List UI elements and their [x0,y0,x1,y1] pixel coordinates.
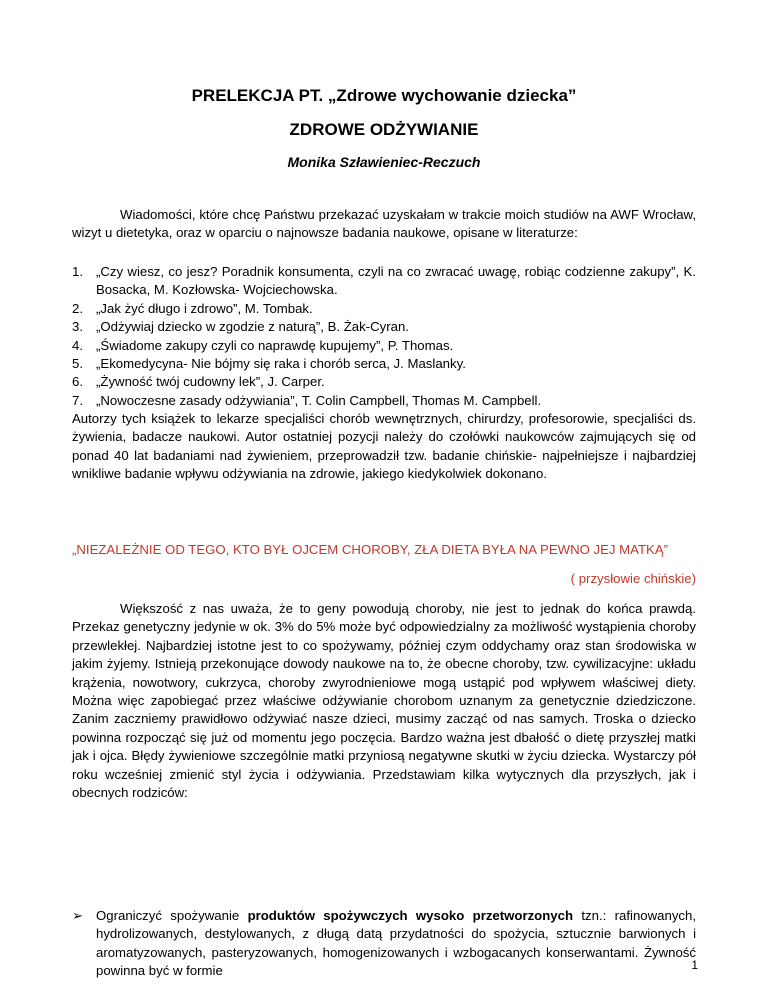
chinese-proverb-quote: „NIEZALEŻNIE OD TEGO, KTO BYŁ OJCEM CHOROBY, ZŁA DIETA BYŁA NA PEWNO JEJ MATKĄ” [72,542,669,557]
guideline-bullet [72,907,696,981]
list-item-text: „Jak żyć długo i zdrowo”, M. Tombak. [96,300,313,316]
list-item [72,355,696,373]
guideline-lead: Ograniczyć spożywanie [96,908,248,923]
main-paragraph: Większość z nas uważa, że to geny powodują choroby, nie jest to jednak do końca prawdą. Przekaz genetyczny jedynie w ok. 3% do 5% może być odpowiedzialny za możliwość wystąpienia choroby przewlekłej. Najbardziej istotne jest to co spożywamy, później czym oddychamy oraz stan środowiska w jakim żyjemy. Istnieją przekonujące dowody naukowe na to, że obecne choroby, tzw. cywilizacyjne: układu krążenia, nowotwory, cukrzyca, choroby zwyrodnieniowe mogą ustąpić pod wpływem właściwej diety. Można więc zapobiegać przez właściwe odżywianie chorobom uznanym za genetycznie dziedziczone. Zanim zaczniemy prawidłowo odżywiać nasze dzieci, musimy zacząć od nas samych. Troska o dziecko powinna rozpocząć się już od momentu jego poczęcia. Bardzo ważna jest dbałość o dietę przyszłej matki jak i ojca. Błędy żywieniowe szczególnie matki przyniosą negatywne skutki w życiu dziecka. Wystarczy pół roku wcześniej zmienić styl życia i odżywiania. Przedstawiam kilka wytycznych dla przyszłych, jak i obecnych rodziców: [72,601,696,801]
list-item-text: „Świadome zakupy czyli co naprawdę kupujemy”, P. Thomas. [96,337,454,353]
list-item [72,373,696,391]
document-title: PRELEKCJA PT. „Zdrowe wychowanie dziecka” [191,86,577,105]
list-item-number: 5. [72,356,83,372]
quote-source: ( przysłowie chińskie) [570,571,696,586]
list-item [72,392,696,410]
list-item [72,318,696,336]
list-item-number: 1. [72,264,83,279]
guideline-rest: tzn.: rafinowanych, hydrolizowanych, destylowanych, z długą datą przydatności do spożycia, sztucznie barwionych i aromatyzowanych, pasteryzowanych, homogenizowanych i wzbogacanych konserwantami. Żywność powinna być w formie [96,908,697,979]
literature-list [72,263,696,410]
list-item [72,263,696,300]
list-item-text: „Ekomedycyna- Nie bójmy się raka i chorób serca, J. Maslanky. [96,356,466,372]
list-item-number: 2. [72,300,83,316]
document-subtitle: ZDROWE ODŻYWIANIE [289,120,479,139]
document-author: Monika Szławieniec-Reczuch [287,154,481,170]
list-item-text: „Nowoczesne zasady odżywiania”, T. Colin Campbell, Thomas M. Campbell. [96,392,542,408]
list-item [72,300,696,318]
list-item-number: 6. [72,374,83,390]
intro-paragraph: Wiadomości, które chcę Państwu przekazać uzyskałam w trakcie moich studiów na AWF Wrocław, wizyt u dietetyka, oraz w oparciu o najnowsze badania naukowe, opisane w literaturze: [72,207,696,241]
list-item-text: „Czy wiesz, co jesz? Poradnik konsumenta, czyli na co zwracać uwagę, robiąc codzienne zakupy”, K. Bosacka, M. Kozłowska- Wojciechowska. [96,264,696,298]
guideline-text [96,907,696,981]
list-item-number: 4. [72,337,83,353]
page-number: 1 [691,958,698,972]
guideline-bold: produktów spożywczych wysoko przetworzonych [247,908,574,923]
arrow-bullet-icon: ➢ [72,908,84,923]
list-item-text: „Odżywiaj dziecko w zgodzie z naturą”, B. Żak-Cyran. [96,319,409,335]
list-item-number: 7. [72,392,83,408]
list-item-text: „Żywność twój cudowny lek”, J. Carper. [96,374,325,390]
list-item-number: 3. [72,319,83,335]
authors-paragraph: Autorzy tych książek to lekarze specjaliści chorób wewnętrznych, chirurdzy, profesorowie, specjaliści ds. żywienia, badacze naukowi. Autor ostatniej pozycji należy do czołówki naukowców zajmujących się od ponad 40 lat badaniami nad żywieniem, przeprowadził tzw. badanie chińskie- najpełniejsze i najbardziej wnikliwe badanie wpływu odżywiania na zdrowie, jakiego kiedykolwiek dokonano. [72,411,696,482]
list-item [72,337,696,355]
